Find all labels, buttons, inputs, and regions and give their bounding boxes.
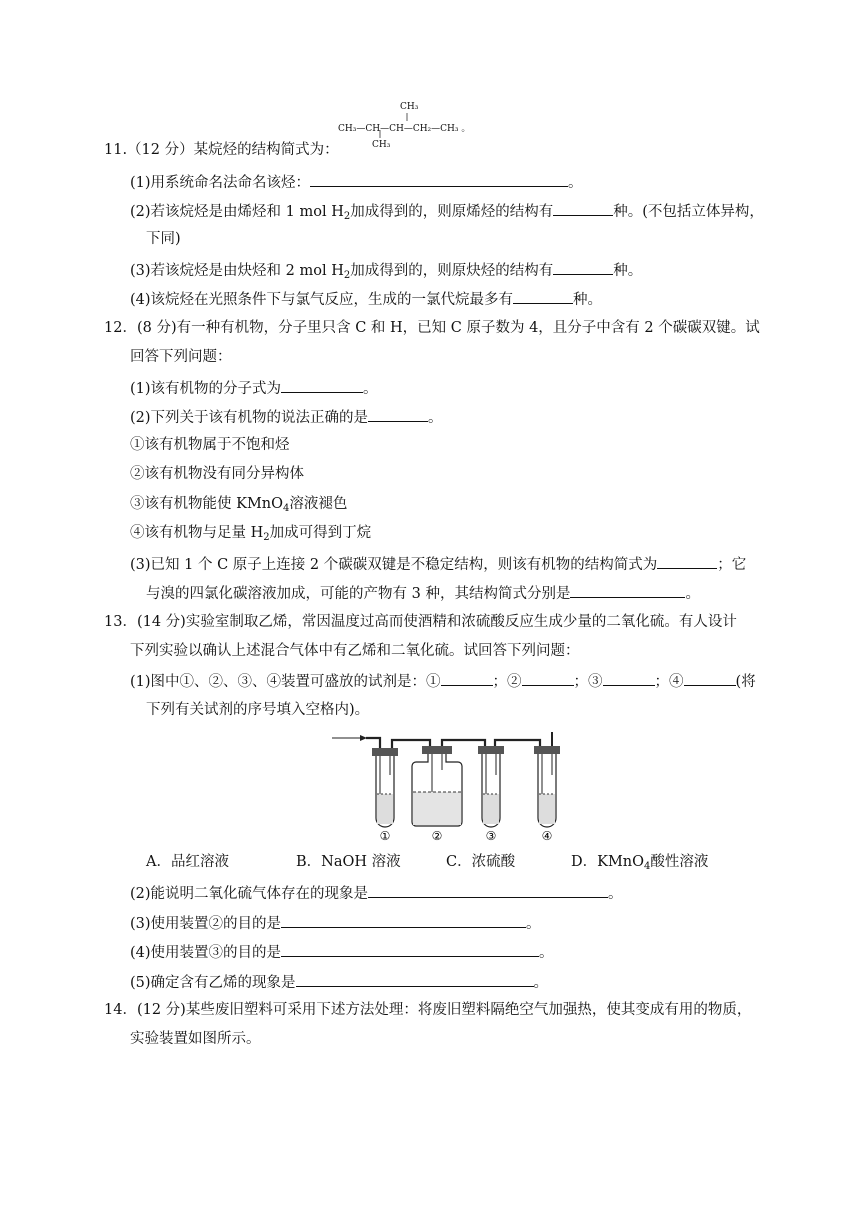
answer-blank[interactable] bbox=[368, 406, 428, 422]
period: 。 bbox=[526, 916, 541, 932]
q13-part5-text: (5)确定含有乙烯的现象是 bbox=[130, 975, 296, 991]
apparatus-label-3: ③ bbox=[485, 829, 497, 843]
label-2: ；② bbox=[492, 674, 522, 690]
answer-blank-4[interactable] bbox=[684, 670, 736, 686]
answer-blank[interactable] bbox=[310, 171, 568, 187]
subscript: 4 bbox=[644, 861, 651, 872]
q11-part4-text: (4)该烷烃在光照条件下与氯气反应，生成的一氯代烷最多有 bbox=[130, 292, 514, 308]
answer-blank-3[interactable] bbox=[603, 670, 655, 686]
q11-part3-text-c: 种。 bbox=[613, 263, 643, 279]
q12-part2 bbox=[130, 406, 443, 428]
label-4: ；④ bbox=[654, 674, 684, 690]
answer-blank[interactable] bbox=[513, 288, 573, 304]
answer-blank-1[interactable] bbox=[441, 670, 493, 686]
q11-part4 bbox=[130, 288, 602, 310]
period: 。 bbox=[428, 410, 443, 426]
q12-option-2: ②该有机物没有同分异构体 bbox=[130, 466, 304, 482]
q13-part1-cont: 下列有关试剂的序号填入空格内)。 bbox=[146, 702, 370, 718]
formula-main-chain: CH₃—CH—CH—CH₂—CH₃ 。 bbox=[338, 124, 471, 134]
subscript: 4 bbox=[283, 503, 290, 514]
q12-option-3-text-b: 溶液褪色 bbox=[289, 496, 348, 512]
q11-part2-text-c: 种。(不包括立体异构， bbox=[613, 204, 764, 220]
period: 。 bbox=[363, 381, 378, 397]
q13-part3-text: (3)使用装置②的目的是 bbox=[130, 916, 282, 932]
answer-blank[interactable] bbox=[553, 200, 613, 216]
q12-part3-text-c: 与溴的四氯化碳溶液加成，可能的产物有 3 种，其结构简式分别是 bbox=[146, 586, 571, 602]
answer-blank[interactable] bbox=[281, 941, 539, 957]
period: 。 bbox=[568, 175, 583, 191]
q12-stem-line2: 回答下列问题： bbox=[130, 349, 232, 365]
q12-option-4 bbox=[130, 523, 371, 543]
q12-option-4-text-a: ④该有机物与足量 H bbox=[130, 525, 264, 541]
q13-part1 bbox=[130, 670, 756, 692]
q12-part2-text: (2)下列关于该有机物的说法正确的是 bbox=[130, 410, 369, 426]
q12-part3 bbox=[130, 553, 746, 575]
option-a: A．品红溶液 bbox=[146, 854, 229, 870]
subscript: 2 bbox=[343, 211, 351, 222]
q12-stem-line1: 12．(8 分)有一种有机物，分子里只含 C 和 H，已知 C 原子数为 4，且分子中含有 2 个碳碳双键。试 bbox=[104, 320, 760, 336]
q12-option-1: ①该有机物属于不饱和烃 bbox=[130, 437, 290, 453]
period: 。 bbox=[539, 945, 554, 961]
apparatus-label-1: ① bbox=[379, 829, 391, 843]
apparatus-label-4: ④ bbox=[541, 829, 553, 843]
answer-blank[interactable] bbox=[570, 582, 685, 598]
q13-part2-text: (2)能说明二氧化硫气体存在的现象是 bbox=[130, 886, 369, 902]
q11-stem: 11.（12 分）某烷烃的结构简式为： bbox=[104, 142, 339, 158]
formula-ch3-top: CH₃ bbox=[400, 102, 419, 112]
answer-blank[interactable] bbox=[553, 259, 613, 275]
q12-option-3-text-a: ③该有机物能使 KMnO bbox=[130, 496, 284, 512]
option-d-text-b: 酸性溶液 bbox=[650, 854, 709, 870]
option-d bbox=[571, 852, 708, 872]
q11-part4-end: 种。 bbox=[573, 292, 603, 308]
q13-part1-text: (1)图中①、②、③、④装置可盛放的试剂是：① bbox=[130, 674, 441, 690]
answer-blank[interactable] bbox=[296, 971, 534, 987]
q11-part2 bbox=[130, 200, 764, 222]
option-d-text-a: D．KMnO bbox=[571, 854, 645, 870]
period: 。 bbox=[533, 975, 549, 991]
answer-blank[interactable] bbox=[281, 912, 526, 928]
label-3: ；③ bbox=[573, 674, 603, 690]
structural-formula bbox=[338, 96, 488, 156]
q12-part1-text: (1)该有机物的分子式为 bbox=[130, 381, 282, 397]
q13-stem-line2: 下列实验以确认上述混合气体中有乙烯和二氧化硫。试回答下列问题： bbox=[130, 643, 580, 659]
q14-line1: 14．(12 分)某些废旧塑料可采用下述方法处理：将废旧塑料隔绝空气加强热，使其变成有用的物质， bbox=[104, 1002, 752, 1018]
q11-part1-text: (1)用系统命名法命名该烃： bbox=[130, 175, 311, 191]
q12-part3-text-b: ；它 bbox=[717, 557, 747, 573]
q11-part2-text-a: (2)若该烷烃是由烯烃和 1 mol H bbox=[130, 204, 344, 220]
q12-part3-text-a: (3)已知 1 个 C 原子上连接 2 个碳碳双键是不稳定结构，则该有机物的结构简式为 bbox=[130, 557, 658, 573]
answer-blank[interactable] bbox=[281, 377, 363, 393]
apparatus-diagram bbox=[330, 730, 570, 849]
subscript: 2 bbox=[263, 532, 270, 543]
q11-part2-text-b: 加成得到的，则原烯烃的结构有 bbox=[350, 204, 554, 220]
option-c: C．浓硫酸 bbox=[446, 854, 516, 870]
formula-ch3-bottom: CH₃ bbox=[372, 140, 391, 150]
q13-part1-end: (将 bbox=[735, 674, 756, 690]
apparatus-label-2: ② bbox=[431, 829, 443, 843]
subscript: 2 bbox=[343, 270, 351, 281]
q11-part3 bbox=[130, 259, 642, 281]
q13-part3 bbox=[130, 912, 541, 934]
q11-part2-cont: 下同) bbox=[146, 231, 181, 247]
q14-line2: 实验装置如图所示。 bbox=[130, 1031, 261, 1047]
q12-part3-cont bbox=[146, 582, 700, 604]
apparatus-drawing bbox=[330, 730, 570, 845]
answer-blank[interactable] bbox=[657, 553, 717, 569]
period: 。 bbox=[685, 586, 700, 602]
option-b: B．NaOH 溶液 bbox=[296, 854, 401, 870]
q12-option-3 bbox=[130, 494, 347, 514]
q13-part4 bbox=[130, 941, 554, 963]
q13-part4-text: (4)使用装置③的目的是 bbox=[130, 945, 282, 961]
q11-part1 bbox=[130, 171, 583, 193]
q13-stem-line1: 13．(14 分)实验室制取乙烯，常因温度过高而使酒精和浓硫酸反应生成少量的二氧化硫。有人设计 bbox=[104, 614, 737, 630]
q12-part1 bbox=[130, 377, 378, 399]
period: 。 bbox=[608, 886, 623, 902]
answer-blank[interactable] bbox=[368, 882, 608, 898]
q13-part2 bbox=[130, 882, 623, 904]
q11-part3-text-a: (3)若该烷烃是由炔烃和 2 mol H bbox=[130, 263, 344, 279]
answer-blank-2[interactable] bbox=[522, 670, 574, 686]
q13-part5 bbox=[130, 971, 548, 993]
q11-part3-text-b: 加成得到的，则原炔烃的结构有 bbox=[350, 263, 554, 279]
q12-option-4-text-b: 加成可得到丁烷 bbox=[269, 525, 372, 541]
